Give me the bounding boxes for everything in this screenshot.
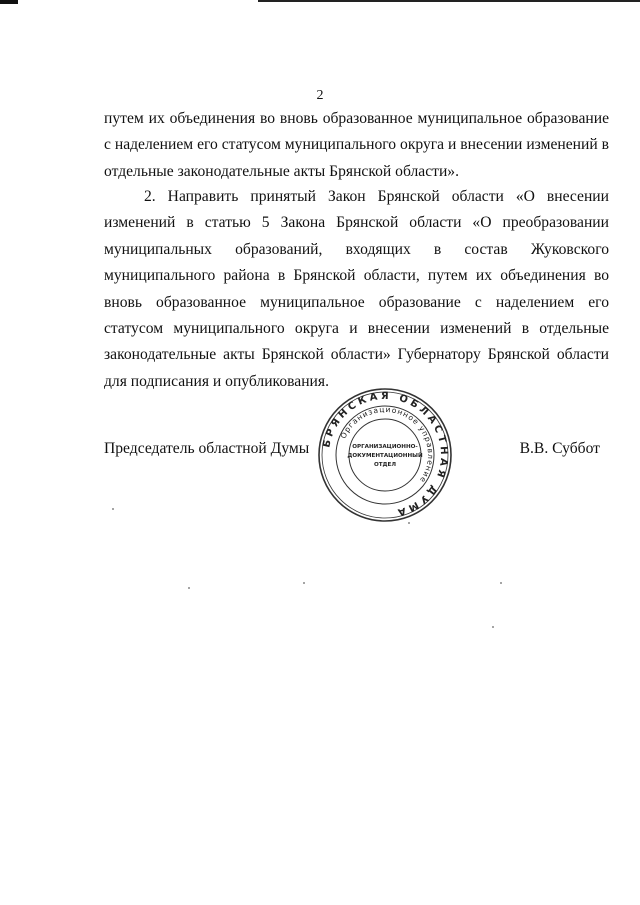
scan-speck xyxy=(112,508,114,510)
signatory-name: В.В. Суббот xyxy=(519,440,600,457)
top-left-mark xyxy=(0,0,18,4)
seal-outer-text: БРЯНСКАЯ ОБЛАСТНАЯ ДУМА xyxy=(321,390,450,519)
paragraph-continuation: путем их объединения во вновь образованное муниципальное образование с наделением его статусом муниципального округа и внесении изменений в отдельные законодательные акты Брянской области». xyxy=(104,110,609,180)
seal-center-line-1: ОРГАНИЗАЦИОННО- xyxy=(352,444,418,450)
scan-speck xyxy=(492,626,494,628)
scan-speck xyxy=(500,582,502,584)
seal-center-line-3: ОТДЕЛ xyxy=(373,462,397,468)
scan-speck xyxy=(188,587,190,589)
scan-speck xyxy=(303,582,305,584)
seal-center-line-2: ДОКУМЕНТАЦИОННЫЙ xyxy=(347,453,423,459)
page-number: 2 xyxy=(316,88,324,103)
seal-middle-text: Организационное управление xyxy=(338,404,436,485)
scan-speck xyxy=(408,522,410,524)
seal-stamp-image xyxy=(315,385,455,525)
top-edge-line xyxy=(258,0,640,2)
official-seal xyxy=(315,385,455,525)
paragraph-item-2: 2. Направить принятый Закон Брянской области «О внесении изменений в статью 5 Закона Брянской области «О преобразовании муниципальных образований, входящих в состав Жуковского муниципального района в Брянской области, путем их объединения во вновь образованное муниципальное образование с наделением его статусом муниципального округа и внесении изменений в отдельные законодательные акты Брянской области» Губернатору Брянской области для подписания и опубликования. xyxy=(104,188,609,390)
signatory-role: Председатель областной Думы xyxy=(104,440,310,457)
